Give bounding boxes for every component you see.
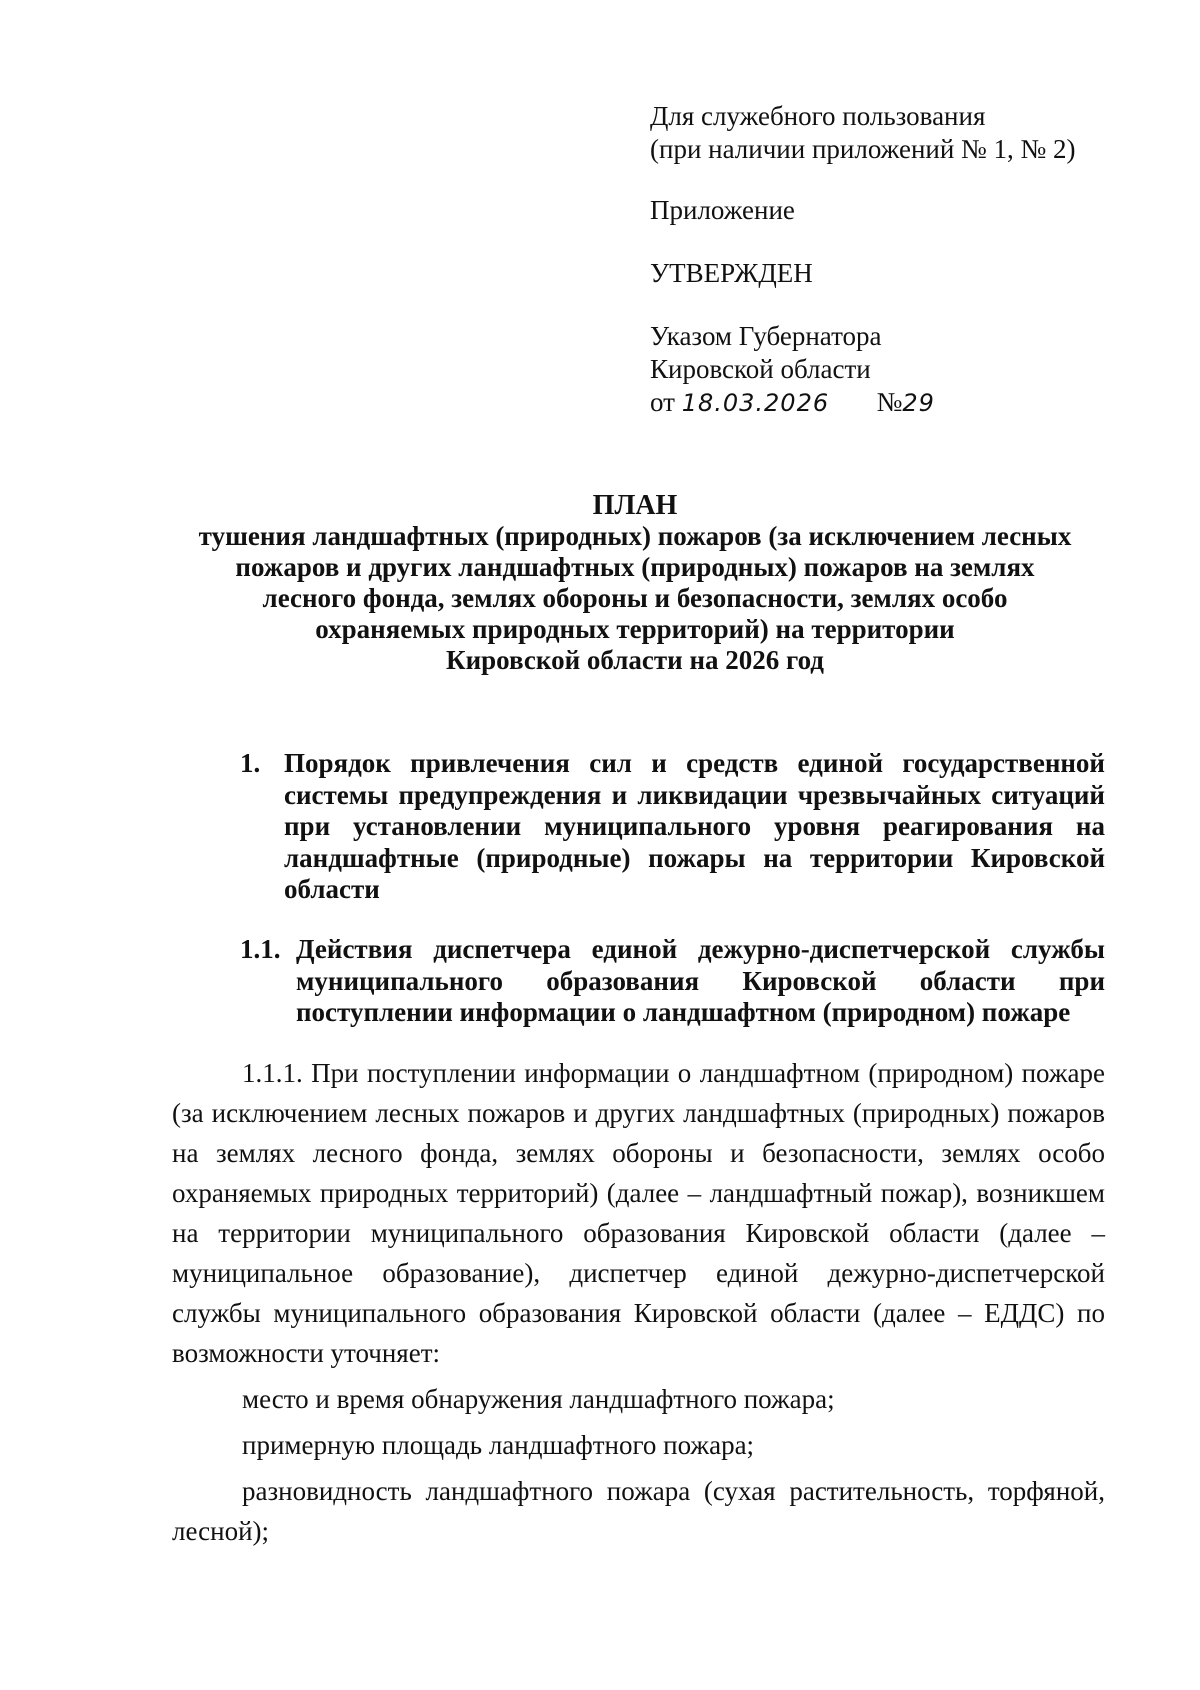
document-title: [170, 490, 1100, 676]
section-1-heading: [240, 748, 1105, 906]
date-prefix: от: [650, 387, 675, 417]
title-line-3: лесного фонда, землях обороны и безопасности, землях особо: [262, 583, 1008, 613]
body-text: [172, 1053, 1105, 1551]
handwritten-number: 29: [902, 389, 935, 417]
section-1-1-heading: [240, 934, 1105, 1029]
list-item: разновидность ландшафтного пожара (сухая растительность, торфяной, лесной);: [172, 1476, 1105, 1546]
handwritten-date: 18.03.2026: [681, 389, 830, 417]
section-number: 1.: [240, 748, 261, 778]
classification-line: Для служебного пользования: [650, 101, 986, 131]
number-prefix: №: [876, 387, 903, 417]
section-number: 1.1.: [240, 934, 281, 964]
section-title: Порядок привлечения сил и средств единой государственной системы предупреждения и ликвидации чрезвычайных ситуаций при установлении муниципального уровня реагирования на ландшафтные (природные) пожары на территории Кировской области: [284, 748, 1105, 904]
paragraph-1-1-1: 1.1.1. При поступлении информации о ландшафтном (природном) пожаре (за исключением лесных пожаров и других ландшафтных (природных) пожаров на землях лесного фонда, землях обороны и безопасности, землях особо охраняемых природных территорий) (далее – ландшафтный пожар), возникшем на территории муниципального образования Кировской области (далее – муниципальное образование), диспетчер единой дежурно-диспетчерской службы муниципального образования Кировской области (далее – ЕДДС) по возможности уточняет:: [172, 1058, 1105, 1368]
classification-note: (при наличии приложений № 1, № 2): [650, 134, 1076, 164]
decree-line-1: Указом Губернатора: [650, 321, 882, 351]
appendix-label: Приложение: [650, 195, 795, 225]
title-heading: ПЛАН: [592, 490, 678, 521]
title-line-4: охраняемых природных территорий) на территории: [315, 614, 955, 644]
section-title: Действия диспетчера единой дежурно-диспетчерской службы муниципального образования Кировской области при поступлении информации о ландшафтном (природном) пожаре: [296, 934, 1105, 1027]
decree-date-line: [650, 386, 1130, 420]
title-line-5: Кировской области на 2026 год: [446, 645, 824, 675]
title-line-2: пожаров и других ландшафтных (природных) пожаров на землях: [235, 552, 1035, 582]
title-line-1: тушения ландшафтных (природных) пожаров (за исключением лесных: [198, 521, 1072, 551]
approved-label: УТВЕРЖДЕН: [650, 258, 813, 288]
list-item: место и время обнаружения ландшафтного пожара;: [242, 1384, 835, 1414]
document-header: [650, 100, 1130, 420]
list-item: примерную площадь ландшафтного пожара;: [242, 1430, 755, 1460]
decree-line-2: Кировской области: [650, 354, 871, 384]
